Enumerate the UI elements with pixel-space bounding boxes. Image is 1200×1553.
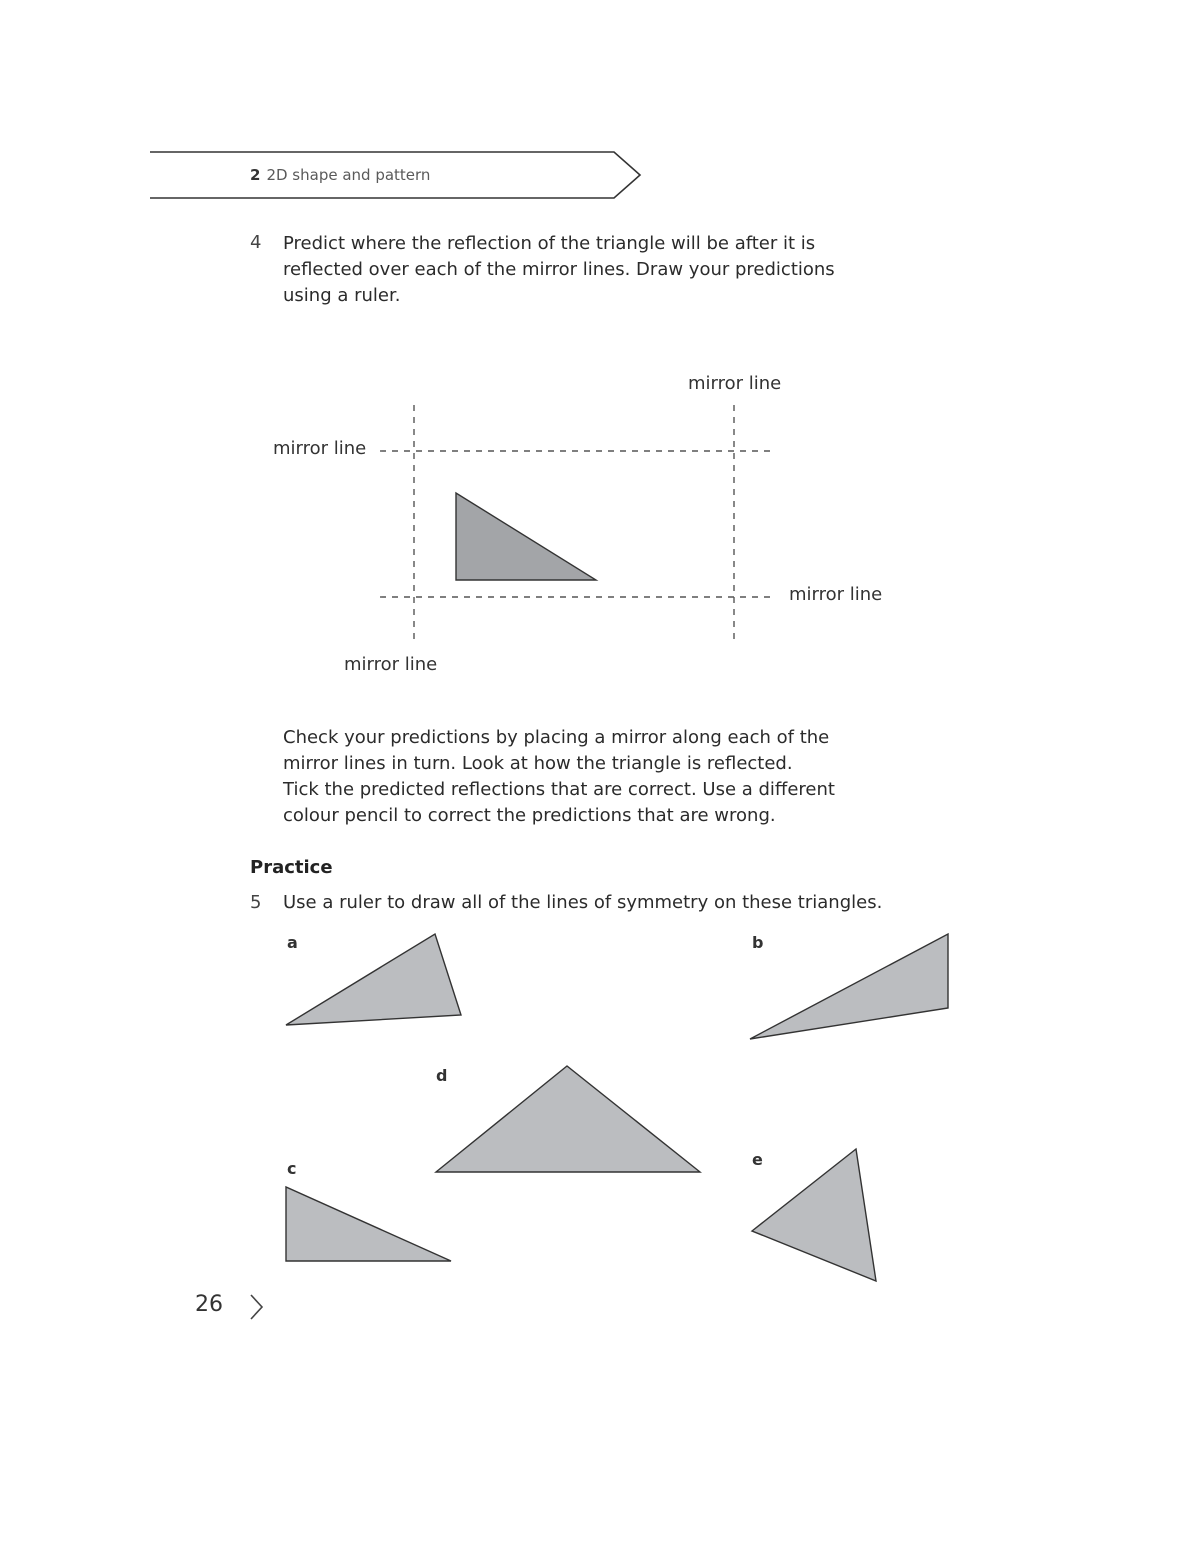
question-5-text: Use a ruler to draw all of the lines of symmetry on these triangles. bbox=[283, 892, 883, 913]
label-a: a bbox=[287, 933, 298, 952]
check-line-1: Check your predictions by placing a mirror along each of the bbox=[283, 727, 830, 748]
triangle-d bbox=[436, 1066, 700, 1172]
label-b: b bbox=[752, 933, 764, 952]
chevron-right-icon bbox=[245, 1292, 269, 1322]
label-d: d bbox=[436, 1066, 448, 1085]
practice-heading: Practice bbox=[250, 857, 333, 878]
triangle-e bbox=[752, 1149, 876, 1281]
question-4-line-2: reflected over each of the mirror lines. Draw your predictions bbox=[283, 259, 835, 280]
mirror-label-top: mirror line bbox=[688, 373, 782, 394]
page-number: 26 bbox=[195, 1292, 223, 1317]
check-line-2: mirror lines in turn. Look at how the triangle is reflected. bbox=[283, 753, 793, 774]
triangle-c bbox=[286, 1187, 451, 1261]
triangle-a bbox=[286, 934, 461, 1025]
label-c: c bbox=[287, 1159, 297, 1178]
check-line-4: colour pencil to correct the predictions that are wrong. bbox=[283, 805, 776, 826]
check-line-3: Tick the predicted reflections that are correct. Use a different bbox=[283, 779, 835, 800]
question-4-line-3: using a ruler. bbox=[283, 285, 401, 306]
question-4-number: 4 bbox=[250, 232, 262, 253]
chapter-title: 2D shape and pattern bbox=[266, 166, 431, 184]
mirror-label-right: mirror line bbox=[789, 584, 883, 605]
mirror-label-bottom: mirror line bbox=[344, 654, 438, 675]
question-4-line-1: Predict where the reflection of the triangle will be after it is bbox=[283, 233, 816, 254]
label-e: e bbox=[752, 1150, 763, 1169]
question-5-number: 5 bbox=[250, 892, 262, 913]
triangle-b bbox=[750, 934, 948, 1039]
chapter-number: 2 bbox=[250, 166, 261, 184]
mirror-label-left: mirror line bbox=[273, 438, 367, 459]
